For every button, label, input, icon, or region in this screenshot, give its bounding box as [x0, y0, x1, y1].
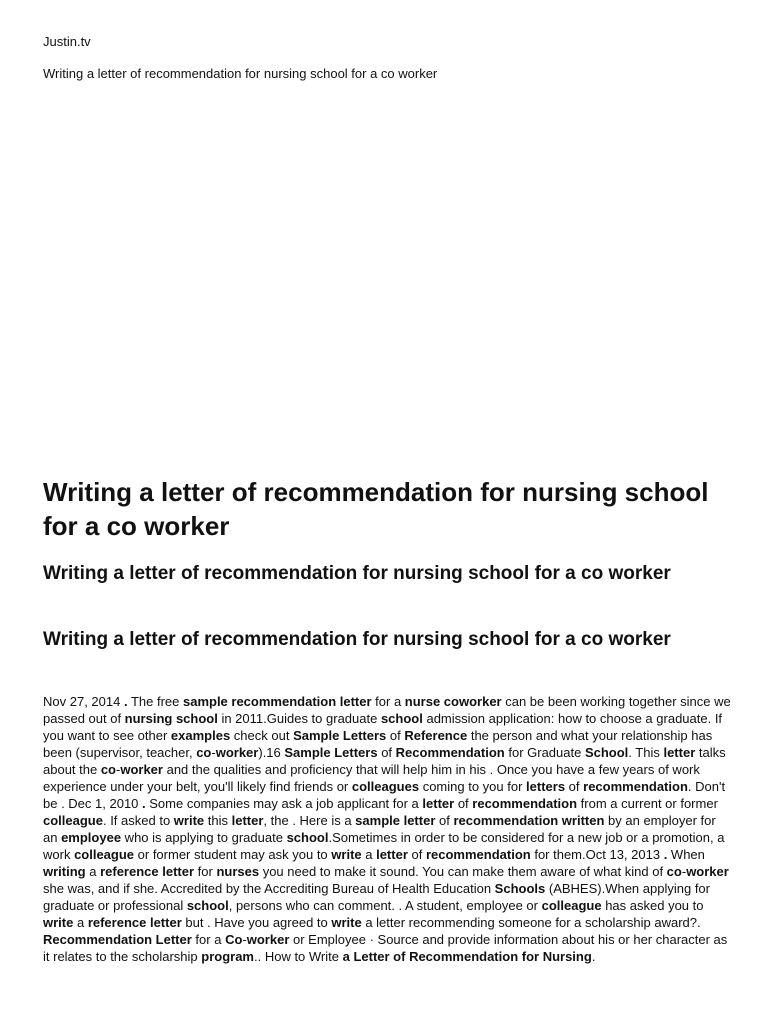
text-segment: -	[116, 762, 121, 777]
text-segment: . If asked to	[102, 813, 174, 828]
text-segment: a letter recommending someone for a scholarship award?.	[361, 915, 701, 930]
bold-text-segment: employee	[61, 830, 122, 845]
section-heading-2: Writing a letter of recommendation for nursing school for a co worker	[43, 629, 671, 650]
bold-text-segment: school	[380, 711, 423, 726]
text-segment: can be been working together since we passed out of	[43, 694, 731, 726]
bold-text-segment: Sample Letters	[284, 745, 378, 760]
text-segment: of	[386, 728, 405, 743]
bold-text-segment: write	[331, 915, 362, 930]
bold-text-segment: School	[584, 745, 629, 760]
text-segment: check out	[230, 728, 294, 743]
text-segment: for Graduate	[504, 745, 585, 760]
article-title: Writing a letter of recommendation for nursing school for a co worker	[43, 477, 709, 541]
text-segment: Nov 27, 2014	[43, 694, 124, 709]
text-segment: -	[242, 932, 247, 947]
text-segment: this	[204, 813, 232, 828]
bold-text-segment: a Letter of Recommendation for Nursing	[342, 949, 592, 964]
text-segment: ).16	[258, 745, 285, 760]
bold-text-segment: .	[123, 694, 128, 709]
text-segment: a	[73, 915, 88, 930]
bold-text-segment: letter	[422, 796, 455, 811]
text-segment: admission application: how to choose a graduate. If you want to see other	[43, 711, 723, 743]
bold-text-segment: write	[331, 847, 362, 862]
text-segment: -	[211, 745, 216, 760]
bold-text-segment: .	[663, 847, 668, 862]
text-segment: -	[681, 864, 687, 879]
bold-text-segment: co	[666, 864, 682, 879]
text-segment: who is applying to graduate	[121, 830, 287, 845]
bold-text-segment: worker	[120, 762, 163, 777]
text-segment: , the . Here is a	[263, 813, 356, 828]
section-heading-1: Writing a letter of recommendation for nursing school for a co worker	[43, 563, 671, 584]
text-segment: of	[407, 847, 426, 862]
bold-text-segment: letter	[376, 847, 408, 862]
text-segment: a	[85, 864, 101, 879]
bold-text-segment: reference letter	[100, 864, 195, 879]
text-segment: the person and what your relationship has been (supervisor, teacher,	[43, 728, 713, 760]
text-segment: of	[435, 813, 454, 828]
bold-text-segment: Recommendation	[395, 745, 505, 760]
site-name: Justin.tv	[43, 34, 91, 49]
bold-text-segment: co	[100, 762, 116, 777]
bold-text-segment: recommendation	[425, 847, 531, 862]
page-subtitle: Writing a letter of recommendation for nursing school for a co worker	[43, 66, 438, 81]
bold-text-segment: sample recommendation letter	[182, 694, 372, 709]
text-segment: for	[194, 864, 217, 879]
text-segment: talks about the	[43, 745, 726, 777]
text-segment: .	[591, 949, 596, 964]
text-segment: has asked you to	[601, 898, 704, 913]
text-segment: for a	[191, 932, 226, 947]
text-segment: from a current or former	[577, 796, 718, 811]
text-segment: of	[454, 796, 473, 811]
text-segment: coming to you for	[419, 779, 527, 794]
bold-text-segment: writing	[43, 864, 86, 879]
text-segment: by an employer for an	[43, 813, 716, 845]
text-segment: or Employee · Source and provide information about his or her character as it relates to the scholarship	[43, 932, 728, 964]
text-segment: she was, and if she. Accredited by the Accrediting Bureau of Health Education	[43, 881, 495, 896]
text-segment: and the qualities and proficiency that will help him in his . Once you have a few years of work experience under your belt, you'll likely find friends or	[43, 762, 700, 794]
bold-text-segment: Reference	[404, 728, 468, 743]
bold-text-segment: recommendation	[583, 779, 688, 794]
text-segment: .Sometimes in order to be considered for a new job or a promotion, a work	[43, 830, 725, 862]
bold-text-segment: Sample Letters	[293, 728, 387, 743]
text-segment: of	[565, 779, 584, 794]
bold-text-segment: worker	[686, 864, 729, 879]
bold-text-segment: letter	[231, 813, 264, 828]
text-segment: When	[667, 847, 705, 862]
bold-text-segment: colleague	[74, 847, 135, 862]
bold-text-segment: .	[142, 796, 146, 811]
text-segment: Some companies may ask a job applicant for a	[145, 796, 423, 811]
text-segment: .. How to Write	[253, 949, 343, 964]
bold-text-segment: Recommendation Letter	[43, 932, 192, 947]
text-segment: of	[377, 745, 396, 760]
text-segment: but . Have you agreed to	[181, 915, 332, 930]
bold-text-segment: recommendation	[472, 796, 578, 811]
bold-text-segment: colleague	[43, 813, 103, 828]
text-segment: , persons who can comment. . A student, employee or	[228, 898, 542, 913]
bold-text-segment: nursing school	[124, 711, 218, 726]
bold-text-segment: program	[201, 949, 254, 964]
bold-text-segment: school	[286, 830, 329, 845]
bold-text-segment: write	[43, 915, 74, 930]
text-segment: you need to make it sound. You can make them aware of what kind of	[259, 864, 667, 879]
bold-text-segment: letters	[526, 779, 566, 794]
bold-text-segment: colleague	[541, 898, 602, 913]
bold-text-segment: co	[196, 745, 212, 760]
text-segment: for them.Oct 13, 2013	[530, 847, 664, 862]
text-segment: . This	[628, 745, 664, 760]
bold-text-segment: examples	[170, 728, 231, 743]
text-segment: a	[361, 847, 377, 862]
bold-text-segment: Co	[225, 932, 243, 947]
bold-text-segment: nurse coworker	[404, 694, 502, 709]
bold-text-segment: nurses	[216, 864, 260, 879]
text-segment: . Don't be . Dec 1, 2010	[43, 779, 726, 811]
bold-text-segment: recommendation written	[453, 813, 605, 828]
bold-text-segment: reference letter	[87, 915, 182, 930]
text-segment: or former student may ask you to	[134, 847, 332, 862]
text-segment: for a	[371, 694, 405, 709]
bold-text-segment: worker	[215, 745, 259, 760]
article-body	[43, 693, 733, 965]
bold-text-segment: worker	[246, 932, 290, 947]
text-segment: (ABHES).When applying for graduate or professional	[43, 881, 710, 913]
bold-text-segment: colleagues	[351, 779, 420, 794]
text-segment: in 2011.Guides to graduate	[217, 711, 381, 726]
bold-text-segment: letter	[663, 745, 696, 760]
bold-text-segment: write	[173, 813, 205, 828]
bold-text-segment: sample letter	[355, 813, 436, 828]
bold-text-segment: Schools	[494, 881, 546, 896]
bold-text-segment: school	[186, 898, 229, 913]
text-segment: The free	[127, 694, 183, 709]
